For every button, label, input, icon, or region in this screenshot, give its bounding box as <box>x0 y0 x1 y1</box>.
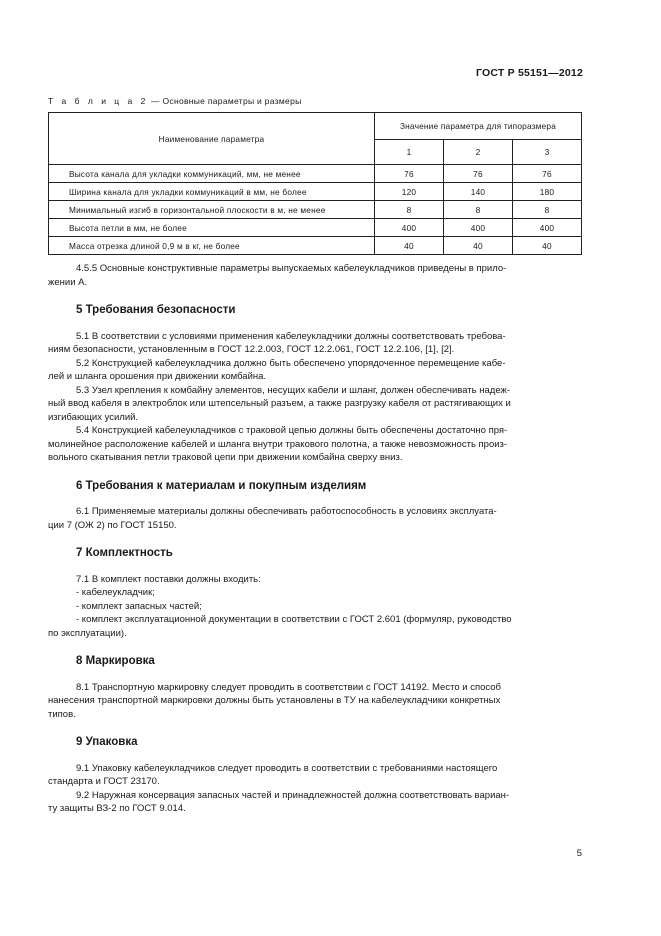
table-header-row <box>49 113 582 140</box>
section-7-heading: 7 Комплектность <box>76 547 173 559</box>
list-item-text: - кабелеукладчик; <box>76 587 155 598</box>
paragraph-line: лей и шланга орошения при движении комбайна. <box>48 371 267 382</box>
row-value: 40 <box>375 237 444 255</box>
list-item <box>48 613 582 640</box>
paragraph-line: 5.4 Конструкцией кабелеукладчиков с траковой цепью должны быть обеспечены достаточно пря- <box>76 425 508 436</box>
row-value: 400 <box>513 219 582 237</box>
paragraph-5-4 <box>48 424 582 465</box>
row-param-name: Высота петли в мм, не более <box>49 219 375 237</box>
list-item <box>76 600 582 614</box>
column-header-group: Значение параметра для типоразмера <box>375 113 582 140</box>
row-param-name: Минимальный изгиб в горизонтальной плоскости в м, не менее <box>49 201 375 219</box>
row-value: 8 <box>444 201 513 219</box>
row-value: 140 <box>444 183 513 201</box>
paragraph-line: 4.5.5 Основные конструктивные параметры выпускаемых кабелеукладчиков приведены в прило- <box>76 263 507 274</box>
paragraph-line: ции 7 (ОЖ 2) по ГОСТ 15150. <box>48 519 177 531</box>
table-caption <box>48 96 302 106</box>
row-value: 40 <box>444 237 513 255</box>
paragraph-line: ту защиты ВЗ-2 по ГОСТ 9.014. <box>48 803 186 814</box>
section-8-heading: 8 Маркировка <box>76 655 155 667</box>
table-row <box>49 219 582 237</box>
paragraph-line: 9.2 Наружная консервация запасных частей и принадлежностей должна соответствовать вариан- <box>76 789 510 801</box>
paragraph-line: 7.1 В комплект поставки должны входить: <box>76 573 261 585</box>
page-number: 5 <box>576 848 582 859</box>
row-value: 400 <box>375 219 444 237</box>
list-item-text: - комплект эксплуатационной документации в соответствии с ГОСТ 2.601 (формуляр, руководство <box>76 614 512 625</box>
row-value: 76 <box>375 165 444 183</box>
paragraph-line: 6.1 Применяемые материалы должны обеспечивать работоспособность в условиях эксплуата- <box>76 506 497 517</box>
section-6-heading: 6 Требования к материалам и покупным изделиям <box>76 479 367 492</box>
paragraph-9-2 <box>48 789 582 816</box>
row-value: 400 <box>444 219 513 237</box>
paragraph-4-5-5 <box>48 262 582 289</box>
table-row <box>49 237 582 255</box>
paragraph-line: 9.1 Упаковку кабелеукладчиков следует проводить в соответствии с требованиями настоящего <box>76 762 498 774</box>
paragraph-line: типов. <box>48 708 76 720</box>
paragraph-line: жении А. <box>48 276 88 288</box>
row-value: 40 <box>513 237 582 255</box>
paragraph-line: молинейное расположение кабелей и шланга внутри тракового полотна, а также невозможность произ- <box>48 438 508 450</box>
paragraph-5-2 <box>48 357 582 384</box>
table-caption-text: — Основные параметры и размеры <box>148 96 302 106</box>
table-row <box>49 165 582 183</box>
row-value: 120 <box>375 183 444 201</box>
column-header-name: Наименование параметра <box>49 113 375 165</box>
paragraph-5-1 <box>48 330 582 357</box>
paragraph-line: изгибающих усилий. <box>48 411 139 423</box>
column-header-size-2: 2 <box>444 140 513 165</box>
row-value: 8 <box>375 201 444 219</box>
parameters-table <box>48 112 582 255</box>
paragraph-9-1 <box>48 762 582 789</box>
table-caption-prefix: Т а б л и ц а 2 <box>48 96 149 106</box>
section-9-heading: 9 Упаковка <box>76 736 138 748</box>
paragraph-5-3 <box>48 384 582 425</box>
column-header-size-1: 1 <box>375 140 444 165</box>
table-row <box>49 183 582 201</box>
paragraph-line: вольного скатывания петли траковой цепи при движении комбайна сверху вниз. <box>48 452 403 463</box>
section-5-heading: 5 Требования безопасности <box>76 304 236 316</box>
paragraph-line: нанесения транспортной маркировки должны быть установлены в ТУ на кабелеукладчики конкретных <box>48 695 501 706</box>
row-value: 180 <box>513 183 582 201</box>
list-item-text: по эксплуатации). <box>48 627 127 639</box>
document-id: ГОСТ Р 55151—2012 <box>475 67 583 79</box>
paragraph-line: 5.1 В соответствии с условиями применения кабелеукладчики должны соответствовать требова- <box>76 330 506 342</box>
document-body <box>48 262 582 816</box>
paragraph-8-1 <box>48 681 582 722</box>
paragraph-7-1 <box>76 573 582 587</box>
row-param-name: Масса отрезка длиной 0,9 м в кг, не более <box>49 237 375 255</box>
row-value: 8 <box>513 201 582 219</box>
row-param-name: Ширина канала для укладки коммуникаций в мм, не более <box>49 183 375 201</box>
row-value: 76 <box>444 165 513 183</box>
row-value: 76 <box>513 165 582 183</box>
row-param-name: Высота канала для укладки коммуникаций, мм, не менее <box>49 165 375 183</box>
paragraph-line: 5.2 Конструкцией кабелеукладчика должно быть обеспечено упорядоченное перемещение кабе- <box>76 357 506 369</box>
column-header-size-3: 3 <box>513 140 582 165</box>
paragraph-line: ниям безопасности, установленным в ГОСТ 12.2.003, ГОСТ 12.2.061, ГОСТ 12.2.106, [1], [2]. <box>48 344 455 355</box>
table-row <box>49 201 582 219</box>
paragraph-line: ный ввод кабеля в электроблок или штепсельный разъем, а также разгрузку кабеля от растягивающих и <box>48 398 511 409</box>
list-item-text: - комплект запасных частей; <box>76 600 202 612</box>
paragraph-line: 8.1 Транспортную маркировку следует проводить в соответствии с ГОСТ 14192. Место и способ <box>76 681 501 693</box>
paragraph-line: стандарта и ГОСТ 23170. <box>48 776 160 787</box>
paragraph-line: 5.3 Узел крепления к комбайну элементов, несущих кабели и шланг, должен обеспечивать надеж- <box>76 384 511 396</box>
list-item <box>76 586 582 600</box>
paragraph-6-1 <box>48 505 582 532</box>
